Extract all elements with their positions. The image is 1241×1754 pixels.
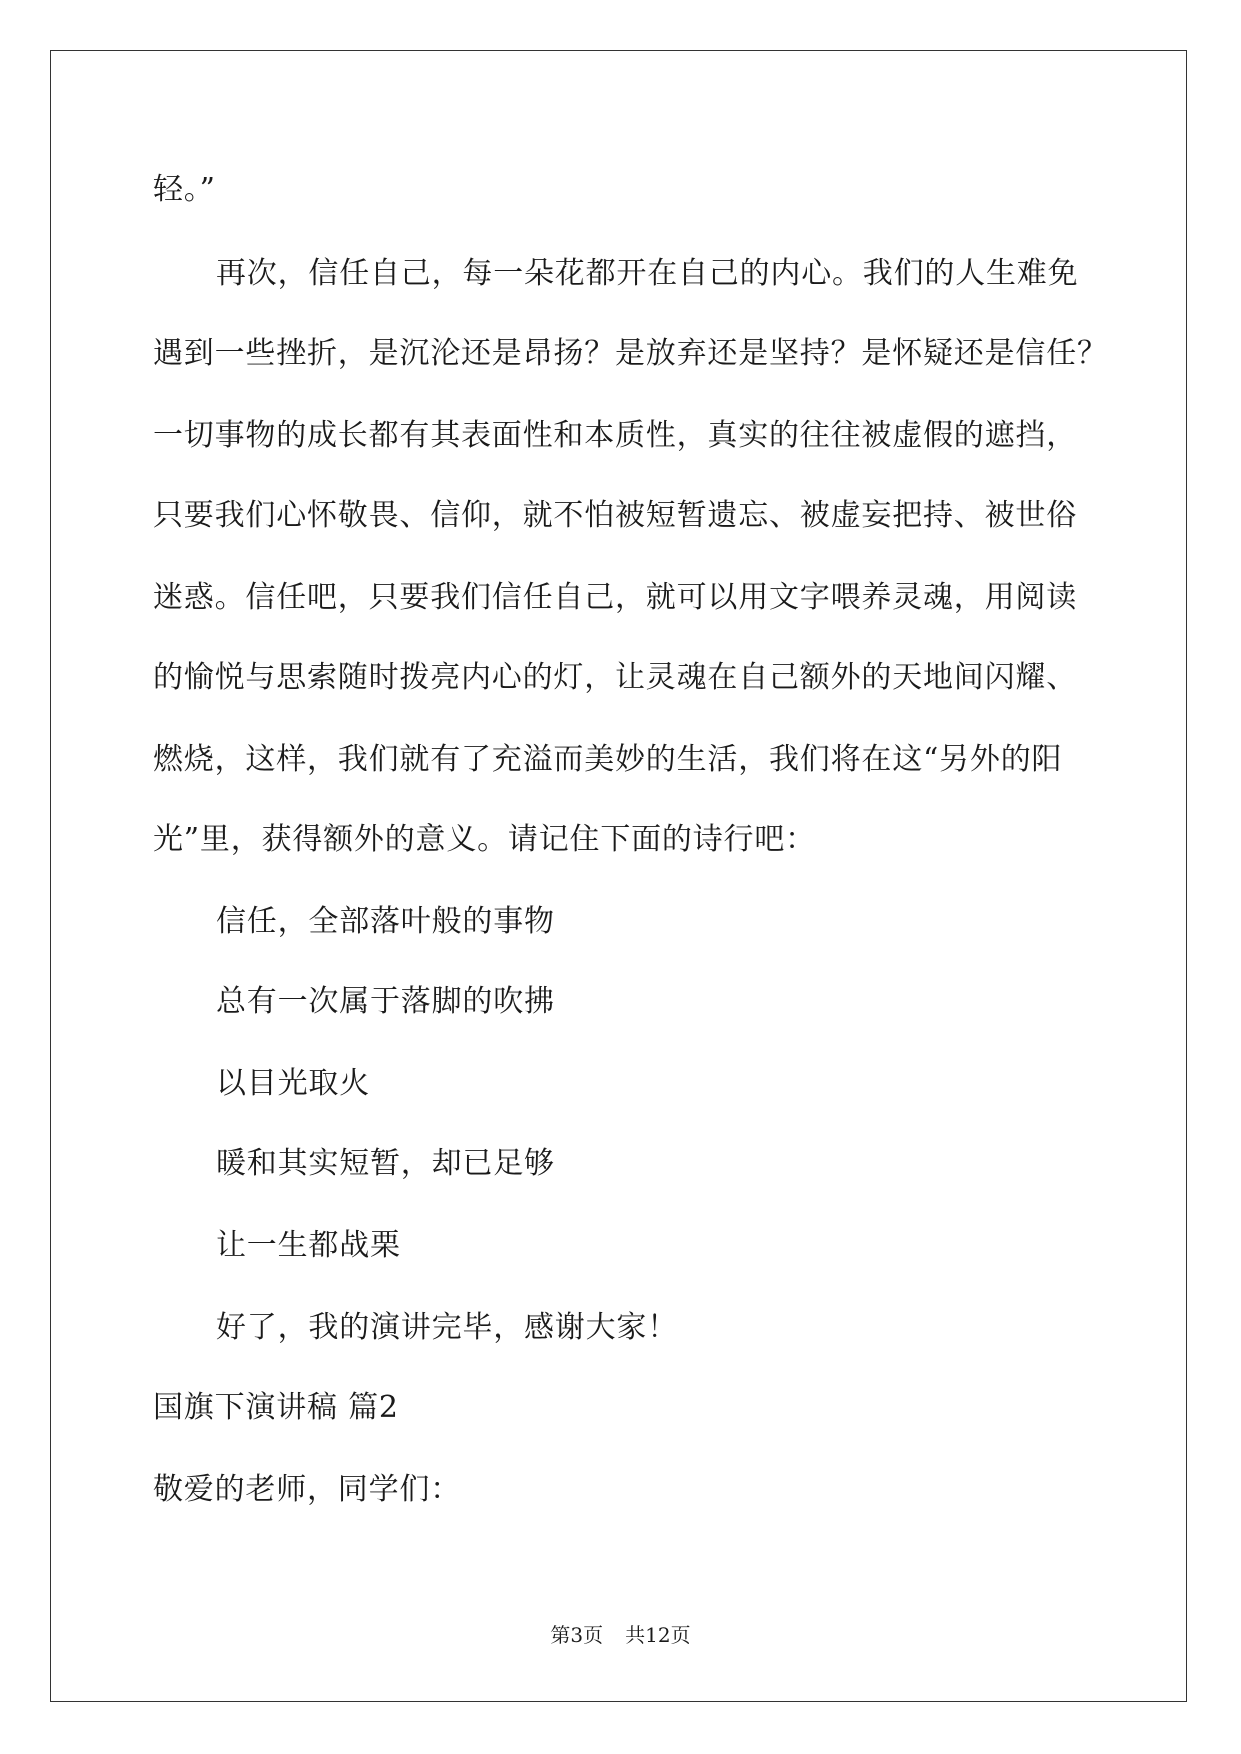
page-total: 共12页 — [625, 1623, 691, 1647]
paragraph-line: 迷惑。信任吧，只要我们信任自己，就可以用文字喂养灵魂，用阅读 — [153, 580, 1077, 615]
page-number: 第3页 — [550, 1623, 604, 1647]
paragraph-line: 燃烧，这样，我们就有了充溢而美妙的生活，我们将在这“另外的阳 — [153, 742, 1063, 777]
paragraph-line: 只要我们心怀敬畏、信仰，就不怕被短暂遗忘、被虚妄把持、被世俗 — [153, 498, 1077, 533]
continuation-line: 轻。” — [153, 172, 216, 207]
poem-line: 信任，全部落叶般的事物 — [216, 904, 555, 939]
salutation: 敬爱的老师，同学们： — [153, 1472, 461, 1507]
paragraph-line: 一切事物的成长都有其表面性和本质性，真实的往往被虚假的遮挡， — [153, 418, 1077, 453]
closing-line: 好了，我的演讲完毕，感谢大家！ — [216, 1310, 678, 1345]
poem-line: 总有一次属于落脚的吹拂 — [216, 984, 555, 1019]
poem-line: 让一生都战栗 — [216, 1228, 401, 1263]
section-heading: 国旗下演讲稿 篇2 — [153, 1390, 399, 1425]
paragraph-line: 的愉悦与思索随时拨亮内心的灯，让灵魂在自己额外的天地间闪耀、 — [153, 660, 1077, 695]
page-footer — [0, 1622, 1241, 1648]
page-border — [50, 50, 1187, 1702]
poem-line: 暖和其实短暂，却已足够 — [216, 1146, 555, 1181]
paragraph-line: 遇到一些挫折，是沉沦还是昂扬？是放弃还是坚持？是怀疑还是信任？ — [153, 336, 1108, 371]
poem-line: 以目光取火 — [216, 1066, 370, 1101]
paragraph-line: 再次，信任自己，每一朵花都开在自己的内心。我们的人生难免 — [216, 256, 1079, 291]
paragraph-line: 光”里，获得额外的意义。请记住下面的诗行吧： — [153, 822, 816, 857]
